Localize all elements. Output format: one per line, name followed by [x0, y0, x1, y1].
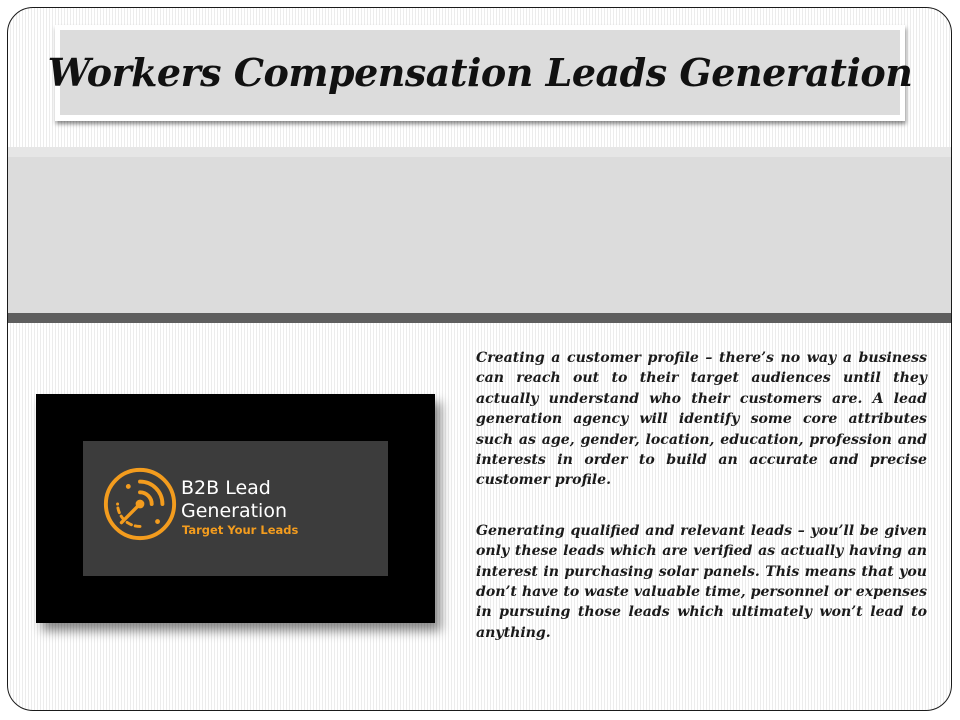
body-text — [476, 348, 927, 643]
paragraph-customer-profile: Creating a customer profile – there’s no way a business can reach out to their target audiences until they actually understand who their customers are. A lead generation agency will identify some core attributes such as age, gender, location, education, profession and interests in order to build an accurate and precise customer profile. — [476, 350, 927, 489]
logo-panel — [83, 441, 388, 576]
title-box — [47, 25, 913, 121]
paragraph-qualified-leads: Generating qualified and relevant leads – you’ll be given only these leads which are verified as actually having an interest in purchasing solar panels. This means that you don’t have to waste valuable time, personnel or expenses in pursuing those leads which ultimately won’t lead to anything. — [476, 522, 927, 641]
brand-name-line1: B2B Lead — [181, 477, 271, 499]
slide-title: Workers Compensation Leads Generation — [47, 50, 913, 95]
brand-name-line2: Generation — [181, 500, 287, 522]
radar-target-icon — [101, 465, 179, 543]
brand-name — [181, 477, 381, 523]
gray-band — [8, 147, 951, 313]
brand-tagline: Target Your Leads — [182, 523, 299, 537]
divider-bar — [8, 313, 951, 323]
logo-image — [36, 394, 435, 623]
slide — [7, 7, 952, 711]
title-panel — [47, 30, 913, 115]
